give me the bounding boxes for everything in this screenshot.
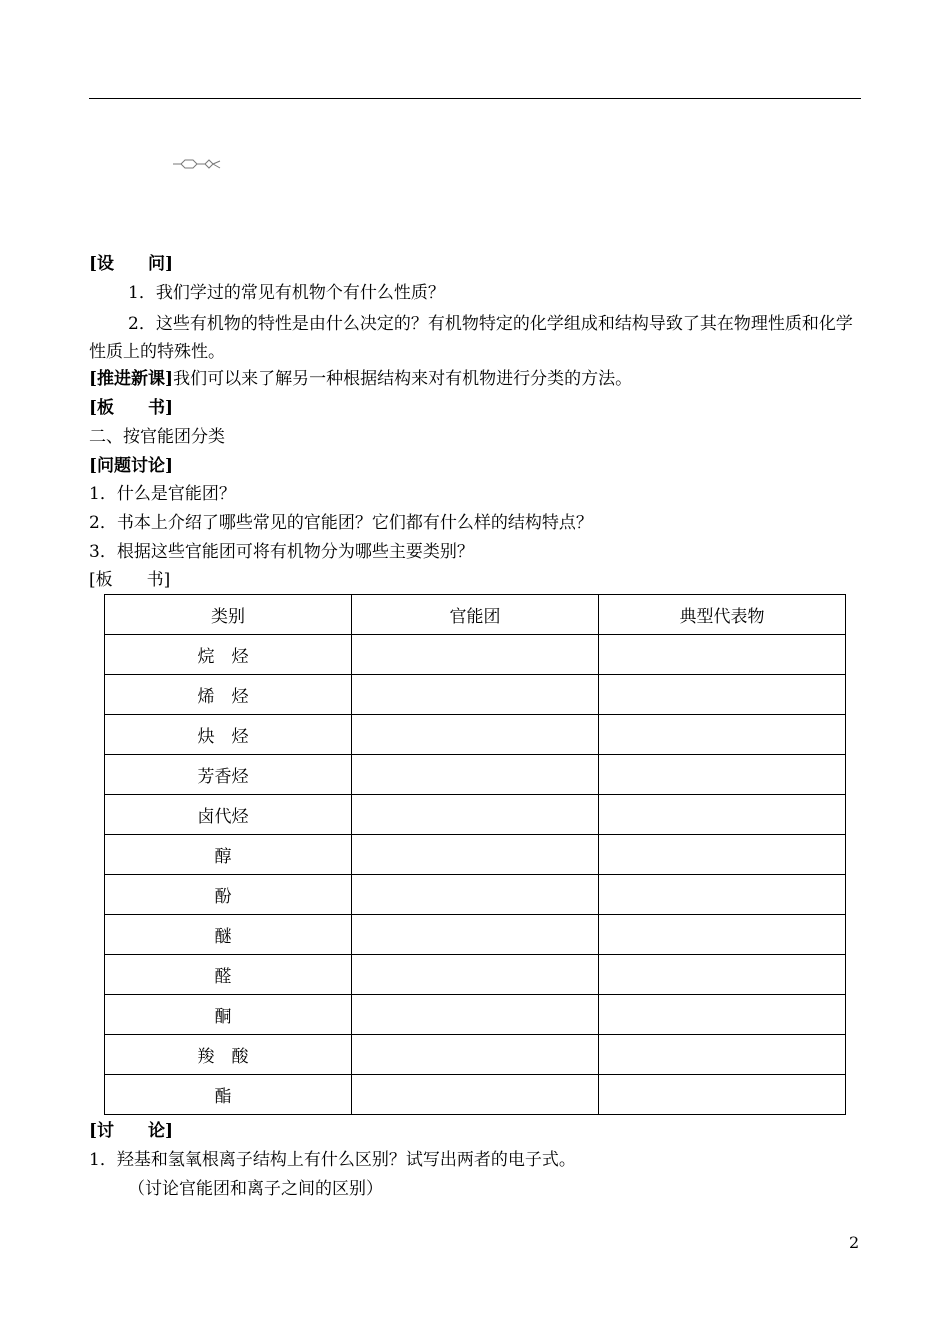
discuss-note: （讨论官能团和离子之间的区别） [128,1179,383,1199]
row-category: 烯 烃 [105,675,352,715]
board-label-1: [板 书] [89,398,174,418]
header-rule [89,98,861,99]
board-label-2: [板 书] [89,570,171,590]
table-row [105,1035,846,1075]
table-row [105,715,846,755]
question-2: 2．这些有机物的特性是由什么决定的？有机物特定的化学组成和结构导致了其在物理性质和化学性质上的特殊性。 [89,314,853,362]
row-category: 烷 烃 [105,635,352,675]
row-representative-cell [599,915,846,955]
row-category: 卤代烃 [105,795,352,835]
row-functional-group-cell [352,955,599,995]
row-functional-group-cell [352,795,599,835]
row-representative-cell [599,955,846,995]
table-row [105,675,846,715]
row-category: 醚 [105,915,352,955]
table-row [105,635,846,675]
row-functional-group-cell [352,915,599,955]
row-representative-cell [599,875,846,915]
row-functional-group-cell [352,875,599,915]
table-row [105,1075,846,1115]
row-representative-cell [599,1075,846,1115]
functional-group-table [104,594,846,1115]
table-row [105,795,846,835]
discussion-item-3: 3．根据这些官能团可将有机物分为哪些主要类别？ [89,542,474,562]
row-functional-group-cell [352,755,599,795]
table-header-row [105,595,846,635]
row-category: 醛 [105,955,352,995]
advance-text: 我们可以来了解另一种根据结构来对有机物进行分类的方法。 [173,369,633,389]
board-text-1: 二、按官能团分类 [89,427,225,447]
header-category: 类别 [105,595,352,635]
row-representative-cell [599,715,846,755]
question-1: 1．我们学过的常见有机物个有什么性质？ [128,283,445,303]
page-number: 2 [849,1233,860,1252]
row-representative-cell [599,755,846,795]
row-category: 酮 [105,995,352,1035]
table-row [105,835,846,875]
header-representative: 典型代表物 [599,595,846,635]
row-functional-group-cell [352,1075,599,1115]
row-representative-cell [599,675,846,715]
header-functional-group: 官能团 [352,595,599,635]
row-functional-group-cell [352,675,599,715]
discussion-item-2: 2．书本上介绍了哪些常见的官能团？它们都有什么样的结构特点？ [89,513,593,533]
section-label-ask: [设 问] [89,254,174,274]
row-category: 酚 [105,875,352,915]
row-representative-cell [599,1035,846,1075]
discussion-item-1: 1．什么是官能团？ [89,484,236,504]
row-functional-group-cell [352,835,599,875]
table-row [105,995,846,1035]
row-functional-group-cell [352,995,599,1035]
table-row [105,755,846,795]
discuss-label: [讨 论] [89,1121,174,1141]
row-category: 芳香烃 [105,755,352,795]
row-representative-cell [599,795,846,835]
row-representative-cell [599,635,846,675]
table-row [105,915,846,955]
discussion-label: [问题讨论] [89,456,174,476]
row-category: 羧 酸 [105,1035,352,1075]
row-category: 酯 [105,1075,352,1115]
row-category: 醇 [105,835,352,875]
advance-label: [推进新课] [89,369,174,389]
row-functional-group-cell [352,635,599,675]
row-functional-group-cell [352,715,599,755]
row-representative-cell [599,995,846,1035]
row-functional-group-cell [352,1035,599,1075]
table-row [105,955,846,995]
discuss-item-1: 1．羟基和氢氧根离子结构上有什么区别？试写出两者的电子式。 [89,1150,576,1170]
row-representative-cell [599,835,846,875]
table-row [105,875,846,915]
molecule-structure-image [172,157,222,171]
row-category: 炔 烃 [105,715,352,755]
advance-paragraph [89,367,632,391]
